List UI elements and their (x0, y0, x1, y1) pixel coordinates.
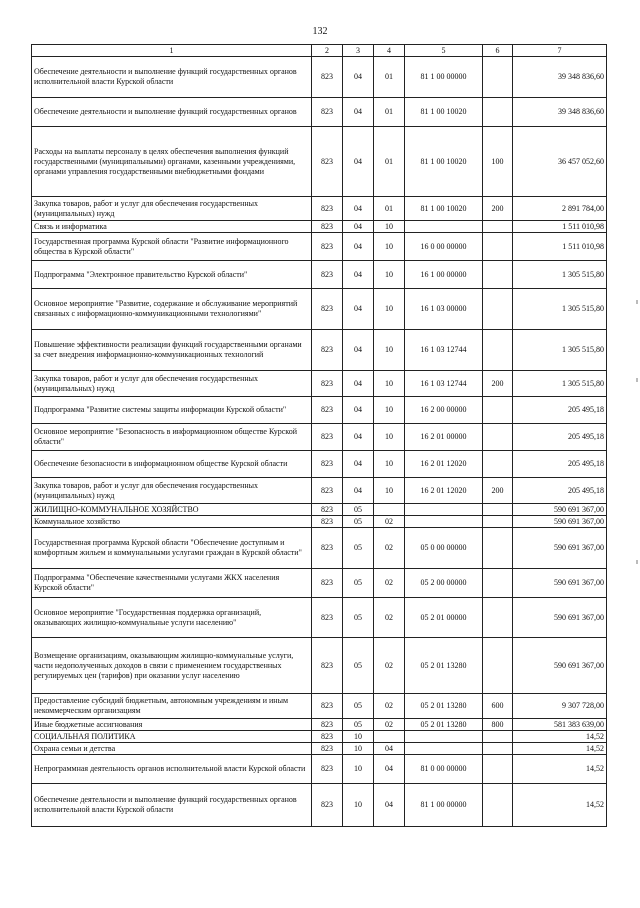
ministry-code-cell: 823 (312, 694, 343, 719)
amount-cell: 590 691 367,00 (513, 598, 607, 638)
expense-type-cell (483, 569, 513, 598)
amount-cell: 39 348 836,60 (513, 57, 607, 98)
ministry-code-cell: 823 (312, 528, 343, 569)
target-article-cell: 16 0 00 00000 (405, 233, 483, 261)
column-header: 4 (374, 45, 405, 57)
ministry-code-cell: 823 (312, 397, 343, 424)
expense-type-cell (483, 289, 513, 330)
ministry-code-cell: 823 (312, 743, 343, 755)
expense-type-cell: 200 (483, 197, 513, 221)
ministry-code-cell: 823 (312, 127, 343, 197)
amount-cell: 1 511 010,98 (513, 221, 607, 233)
amount-cell: 1 305 515,80 (513, 289, 607, 330)
expense-type-cell: 200 (483, 478, 513, 504)
amount-cell: 14,52 (513, 731, 607, 743)
target-article-cell: 05 2 01 00000 (405, 598, 483, 638)
row-name-cell: Подпрограмма "Электронное правительство Курской области" (32, 261, 312, 289)
table-row (32, 504, 607, 516)
target-article-cell: 81 1 00 10020 (405, 127, 483, 197)
expense-type-cell (483, 598, 513, 638)
ministry-code-cell: 823 (312, 569, 343, 598)
section-code-cell: 04 (343, 221, 374, 233)
ministry-code-cell: 823 (312, 451, 343, 478)
subsection-code-cell (374, 731, 405, 743)
table-row (32, 289, 607, 330)
section-code-cell: 04 (343, 98, 374, 127)
target-article-cell: 05 0 00 00000 (405, 528, 483, 569)
target-article-cell: 16 1 03 12744 (405, 330, 483, 371)
subsection-code-cell: 02 (374, 638, 405, 694)
section-code-cell: 05 (343, 719, 374, 731)
section-code-cell: 10 (343, 755, 374, 784)
ministry-code-cell: 823 (312, 784, 343, 827)
amount-cell: 590 691 367,00 (513, 504, 607, 516)
table-row (32, 478, 607, 504)
table-row (32, 98, 607, 127)
expense-type-cell (483, 731, 513, 743)
table-row (32, 528, 607, 569)
page-number: 132 (312, 26, 328, 37)
ministry-code-cell: 823 (312, 330, 343, 371)
expense-type-cell (483, 57, 513, 98)
ministry-code-cell: 823 (312, 289, 343, 330)
row-name-cell: Обеспечение деятельности и выполнение функций государственных органов (32, 98, 312, 127)
target-article-cell: 81 1 00 10020 (405, 197, 483, 221)
expense-type-cell (483, 528, 513, 569)
expense-type-cell (483, 233, 513, 261)
target-article-cell: 81 0 00 00000 (405, 755, 483, 784)
subsection-code-cell: 04 (374, 743, 405, 755)
row-name-cell: Обеспечение безопасности в информационном обществе Курской области (32, 451, 312, 478)
target-article-cell: 81 1 00 00000 (405, 784, 483, 827)
table-row (32, 755, 607, 784)
subsection-code-cell: 10 (374, 289, 405, 330)
row-name-cell: Расходы на выплаты персоналу в целях обеспечения выполнения функций государственными (муниципальными) органами, казенными учреждениями, органами управления государственными внебюджетными фондами (32, 127, 312, 197)
expense-type-cell (483, 504, 513, 516)
target-article-cell: 16 2 00 00000 (405, 397, 483, 424)
ministry-code-cell: 823 (312, 98, 343, 127)
expense-type-cell (483, 755, 513, 784)
ministry-code-cell: 823 (312, 755, 343, 784)
expense-type-cell: 800 (483, 719, 513, 731)
table-header-row (32, 45, 607, 57)
target-article-cell: 81 1 00 00000 (405, 57, 483, 98)
column-header: 1 (32, 45, 312, 57)
amount-cell: 1 305 515,80 (513, 261, 607, 289)
ministry-code-cell: 823 (312, 731, 343, 743)
row-name-cell: Предоставление субсидий бюджетным, автономным учреждениям и иным некоммерческим организациям (32, 694, 312, 719)
ministry-code-cell: 823 (312, 478, 343, 504)
subsection-code-cell: 02 (374, 694, 405, 719)
target-article-cell: 16 1 03 12744 (405, 371, 483, 397)
subsection-code-cell: 01 (374, 127, 405, 197)
amount-cell: 590 691 367,00 (513, 516, 607, 528)
ministry-code-cell: 823 (312, 233, 343, 261)
target-article-cell (405, 731, 483, 743)
subsection-code-cell: 10 (374, 261, 405, 289)
scan-edge-mark (636, 378, 638, 382)
amount-cell: 14,52 (513, 755, 607, 784)
section-code-cell: 04 (343, 57, 374, 98)
amount-cell: 590 691 367,00 (513, 528, 607, 569)
section-code-cell: 04 (343, 397, 374, 424)
table-row (32, 598, 607, 638)
subsection-code-cell: 01 (374, 98, 405, 127)
target-article-cell (405, 516, 483, 528)
row-name-cell: Подпрограмма "Обеспечение качественными услугами ЖКХ населения Курской области" (32, 569, 312, 598)
target-article-cell (405, 743, 483, 755)
column-header: 5 (405, 45, 483, 57)
expense-type-cell (483, 424, 513, 451)
target-article-cell: 16 2 01 12020 (405, 478, 483, 504)
amount-cell: 581 383 639,00 (513, 719, 607, 731)
target-article-cell: 81 1 00 10020 (405, 98, 483, 127)
subsection-code-cell: 10 (374, 233, 405, 261)
section-code-cell: 05 (343, 528, 374, 569)
amount-cell: 9 307 728,00 (513, 694, 607, 719)
target-article-cell: 16 2 01 00000 (405, 424, 483, 451)
section-code-cell: 04 (343, 261, 374, 289)
row-name-cell: Охрана семьи и детства (32, 743, 312, 755)
section-code-cell: 04 (343, 424, 374, 451)
expense-type-cell: 100 (483, 127, 513, 197)
row-name-cell: Основное мероприятие "Безопасность в информационном обществе Курской области" (32, 424, 312, 451)
row-name-cell: Иные бюджетные ассигнования (32, 719, 312, 731)
expense-type-cell: 600 (483, 694, 513, 719)
table-body (32, 57, 607, 827)
expense-type-cell (483, 330, 513, 371)
section-code-cell: 05 (343, 638, 374, 694)
target-article-cell: 16 2 01 12020 (405, 451, 483, 478)
amount-cell: 205 495,18 (513, 424, 607, 451)
ministry-code-cell: 823 (312, 504, 343, 516)
amount-cell: 590 691 367,00 (513, 638, 607, 694)
expense-type-cell (483, 743, 513, 755)
section-code-cell: 04 (343, 197, 374, 221)
subsection-code-cell: 10 (374, 330, 405, 371)
scan-edge-mark (636, 300, 638, 304)
table-row (32, 451, 607, 478)
table-row (32, 424, 607, 451)
scan-edge-mark (636, 560, 638, 564)
amount-cell: 205 495,18 (513, 478, 607, 504)
section-code-cell: 10 (343, 731, 374, 743)
amount-cell: 1 305 515,80 (513, 330, 607, 371)
amount-cell: 39 348 836,60 (513, 98, 607, 127)
row-name-cell: Закупка товаров, работ и услуг для обеспечения государственных (муниципальных) нужд (32, 197, 312, 221)
table-row (32, 330, 607, 371)
row-name-cell: Непрограммная деятельность органов исполнительной власти Курской области (32, 755, 312, 784)
amount-cell: 14,52 (513, 784, 607, 827)
ministry-code-cell: 823 (312, 719, 343, 731)
column-header: 6 (483, 45, 513, 57)
target-article-cell: 05 2 01 13280 (405, 719, 483, 731)
section-code-cell: 04 (343, 289, 374, 330)
row-name-cell: Возмещение организациям, оказывающим жилищно-коммунальные услуги, части недополученных доходов в связи с применением государственных регулируемых цен (тарифов) при оказании услуг населению (32, 638, 312, 694)
expense-type-cell (483, 451, 513, 478)
expense-type-cell (483, 397, 513, 424)
amount-cell: 205 495,18 (513, 451, 607, 478)
target-article-cell: 05 2 01 13280 (405, 638, 483, 694)
table-row (32, 221, 607, 233)
row-name-cell: ЖИЛИЩНО-КОММУНАЛЬНОЕ ХОЗЯЙСТВО (32, 504, 312, 516)
table-row (32, 371, 607, 397)
row-name-cell: Повышение эффективности реализации функций государственными органами за счет внедрения информационно-коммуникационных технологий (32, 330, 312, 371)
column-header: 3 (343, 45, 374, 57)
amount-cell: 36 457 052,60 (513, 127, 607, 197)
subsection-code-cell: 02 (374, 598, 405, 638)
row-name-cell: Обеспечение деятельности и выполнение функций государственных органов исполнительной власти Курской области (32, 57, 312, 98)
target-article-cell: 16 1 00 00000 (405, 261, 483, 289)
row-name-cell: Закупка товаров, работ и услуг для обеспечения государственных (муниципальных) нужд (32, 371, 312, 397)
target-article-cell: 05 2 01 13280 (405, 694, 483, 719)
expense-type-cell (483, 221, 513, 233)
subsection-code-cell: 02 (374, 516, 405, 528)
expense-type-cell (483, 98, 513, 127)
subsection-code-cell: 04 (374, 784, 405, 827)
table-row (32, 127, 607, 197)
row-name-cell: Государственная программа Курской области "Развитие информационного общества в Курской области" (32, 233, 312, 261)
budget-table (31, 44, 607, 827)
section-code-cell: 10 (343, 784, 374, 827)
expense-type-cell (483, 261, 513, 289)
expense-type-cell (483, 638, 513, 694)
amount-cell: 590 691 367,00 (513, 569, 607, 598)
subsection-code-cell: 10 (374, 451, 405, 478)
subsection-code-cell: 01 (374, 57, 405, 98)
section-code-cell: 04 (343, 371, 374, 397)
subsection-code-cell: 02 (374, 569, 405, 598)
table-row (32, 694, 607, 719)
expense-type-cell (483, 784, 513, 827)
table-row (32, 397, 607, 424)
subsection-code-cell: 10 (374, 397, 405, 424)
ministry-code-cell: 823 (312, 221, 343, 233)
subsection-code-cell: 10 (374, 221, 405, 233)
section-code-cell: 04 (343, 478, 374, 504)
row-name-cell: Закупка товаров, работ и услуг для обеспечения государственных (муниципальных) нужд (32, 478, 312, 504)
ministry-code-cell: 823 (312, 598, 343, 638)
amount-cell: 205 495,18 (513, 397, 607, 424)
subsection-code-cell: 10 (374, 371, 405, 397)
section-code-cell: 05 (343, 569, 374, 598)
table-row (32, 516, 607, 528)
subsection-code-cell: 02 (374, 528, 405, 569)
row-name-cell: СОЦИАЛЬНАЯ ПОЛИТИКА (32, 731, 312, 743)
section-code-cell: 05 (343, 694, 374, 719)
row-name-cell: Подпрограмма "Развитие системы защиты информации Курской области" (32, 397, 312, 424)
ministry-code-cell: 823 (312, 261, 343, 289)
section-code-cell: 04 (343, 330, 374, 371)
ministry-code-cell: 823 (312, 424, 343, 451)
section-code-cell: 04 (343, 233, 374, 261)
row-name-cell: Основное мероприятие "Государственная поддержка организаций, оказывающих жилищно-коммунальные услуги населению" (32, 598, 312, 638)
ministry-code-cell: 823 (312, 638, 343, 694)
table-row (32, 569, 607, 598)
row-name-cell: Связь и информатика (32, 221, 312, 233)
subsection-code-cell: 04 (374, 755, 405, 784)
section-code-cell: 10 (343, 743, 374, 755)
section-code-cell: 05 (343, 598, 374, 638)
subsection-code-cell (374, 504, 405, 516)
table-row (32, 638, 607, 694)
section-code-cell: 04 (343, 451, 374, 478)
row-name-cell: Основное мероприятие "Развитие, содержание и обслуживание мероприятий связанных с информационно-коммуникационными технологиями" (32, 289, 312, 330)
row-name-cell: Коммунальное хозяйство (32, 516, 312, 528)
expense-type-cell (483, 516, 513, 528)
amount-cell: 1 305 515,80 (513, 371, 607, 397)
table-row (32, 197, 607, 221)
ministry-code-cell: 823 (312, 57, 343, 98)
row-name-cell: Государственная программа Курской области "Обеспечение доступным и комфортным жильем и коммунальными услугами граждан в Курской области" (32, 528, 312, 569)
table-row (32, 261, 607, 289)
target-article-cell: 05 2 00 00000 (405, 569, 483, 598)
subsection-code-cell: 01 (374, 197, 405, 221)
column-header: 7 (513, 45, 607, 57)
subsection-code-cell: 02 (374, 719, 405, 731)
amount-cell: 1 511 010,98 (513, 233, 607, 261)
table-row (32, 719, 607, 731)
row-name-cell: Обеспечение деятельности и выполнение функций государственных органов исполнительной власти Курской области (32, 784, 312, 827)
table-row (32, 57, 607, 98)
target-article-cell: 16 1 03 00000 (405, 289, 483, 330)
table-row (32, 743, 607, 755)
section-code-cell: 04 (343, 127, 374, 197)
ministry-code-cell: 823 (312, 371, 343, 397)
expense-type-cell: 200 (483, 371, 513, 397)
subsection-code-cell: 10 (374, 424, 405, 451)
amount-cell: 14,52 (513, 743, 607, 755)
ministry-code-cell: 823 (312, 197, 343, 221)
target-article-cell (405, 221, 483, 233)
amount-cell: 2 891 784,00 (513, 197, 607, 221)
table-row (32, 784, 607, 827)
table-row (32, 731, 607, 743)
column-header: 2 (312, 45, 343, 57)
subsection-code-cell: 10 (374, 478, 405, 504)
target-article-cell (405, 504, 483, 516)
ministry-code-cell: 823 (312, 516, 343, 528)
section-code-cell: 05 (343, 516, 374, 528)
table-row (32, 233, 607, 261)
section-code-cell: 05 (343, 504, 374, 516)
